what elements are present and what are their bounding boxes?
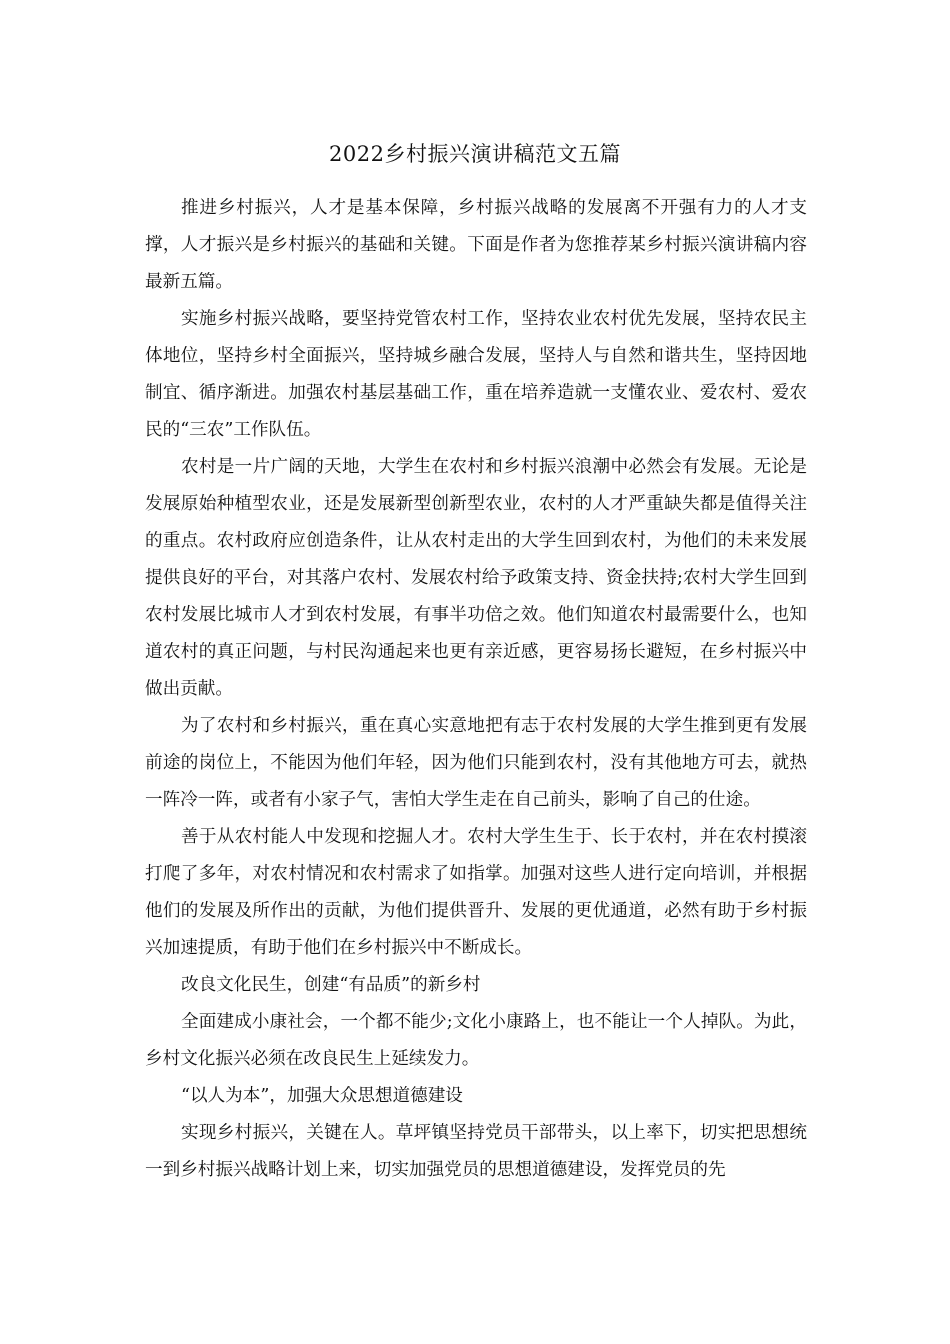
paragraph-people: 实现乡村振兴，关键在人。草坪镇坚持党员干部带头，以上率下，切实把思想统一到乡村振兴战略计划上来，切实加强党员的思想道德建设，发挥党员的先: [145, 1123, 807, 1180]
paragraph-culture: 全面建成小康社会，一个都不能少;文化小康路上，也不能让一个人掉队。为此，乡村文化振兴必须在改良民生上延续发力。: [145, 1012, 807, 1069]
document-body: [145, 190, 807, 1189]
paragraph-graduates: 农村是一片广阔的天地，大学生在农村和乡村振兴浪潮中必然会有发展。无论是发展原始种植型农业，还是发展新型创新型农业，农村的人才严重缺失都是值得关注的重点。农村政府应创造条件，让从农村走出的大学生回到农村，为他们的未来发展提供良好的平台，对其落户农村、发展农村给予政策支持、资金扶持;农村大学生回到农村发展比城市人才到农村发展，有事半功倍之效。他们知道农村最需要什么，也知道农村的真正问题，与村民沟通起来也更有亲近感，更容易扬长避短，在乡村振兴中做出贡献。: [145, 457, 807, 699]
paragraph-local-talent: 善于从农村能人中发现和挖掘人才。农村大学生生于、长于农村，并在农村摸滚打爬了多年，对农村情况和农村需求了如指掌。加强对这些人进行定向培训，并根据他们的发展及所作出的贡献，为他们提供晋升、发展的更优通道，必然有助于乡村振兴加速提质，有助于他们在乡村振兴中不断成长。: [145, 827, 807, 958]
document-title: 2022乡村振兴演讲稿范文五篇: [329, 142, 621, 166]
section-heading-culture: 改良文化民生，创建“有品质”的新乡村: [181, 975, 481, 995]
paragraph-positions: 为了农村和乡村振兴，重在真心实意地把有志于农村发展的大学生推到更有发展前途的岗位上，不能因为他们年轻，因为他们只能到农村，没有其他地方可去，就热一阵冷一阵，或者有小家子气，害怕大学生走在自己前头，影响了自己的仕途。: [145, 716, 807, 810]
section-heading-people: “以人为本”，加强大众思想道德建设: [181, 1086, 463, 1106]
paragraph-intro: 推进乡村振兴，人才是基本保障，乡村振兴战略的发展离不开强有力的人才支撑，人才振兴是乡村振兴的基础和关键。下面是作者为您推荐某乡村振兴演讲稿内容最新五篇。: [145, 198, 807, 292]
paragraph-strategy: 实施乡村振兴战略，要坚持党管农村工作，坚持农业农村优先发展，坚持农民主体地位，坚持乡村全面振兴，坚持城乡融合发展，坚持人与自然和谐共生，坚持因地制宜、循序渐进。加强农村基层基础工作，重在培养造就一支懂农业、爱农村、爱农民的“三农”工作队伍。: [145, 309, 807, 440]
